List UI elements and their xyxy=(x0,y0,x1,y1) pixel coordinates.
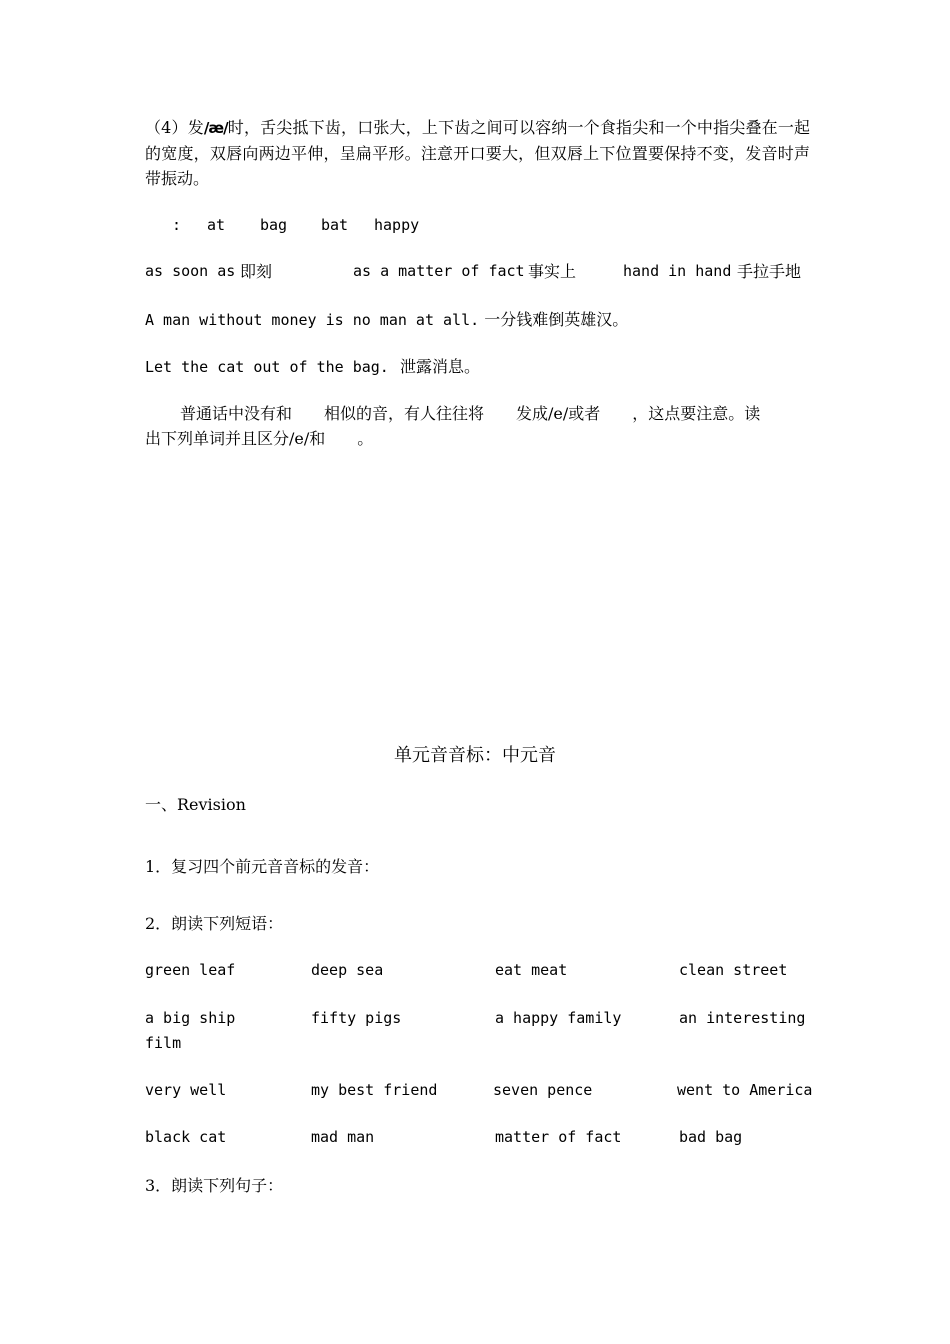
example-word: bat xyxy=(321,216,349,234)
phrase-cell: matter of fact xyxy=(495,1128,622,1146)
phrase-cell: went to America xyxy=(677,1081,813,1099)
para-body: 时，舌尖抵下齿，口张大，上下齿之间可以容纳一个食指尖和一个中指尖叠在一起的宽度，双唇向两边平伸，呈扁平形。注意开口要大，但双唇上下位置要保持不变，发音时声带振动。 xyxy=(145,118,810,188)
pronunciation-paragraph xyxy=(145,115,810,191)
phrase-cell: fifty pigs xyxy=(311,1009,402,1027)
idiom-en: hand in hand xyxy=(623,262,732,280)
idiom-zh: 事实上 xyxy=(528,262,577,281)
phrase-cell: seven pence xyxy=(493,1081,593,1099)
note-line: 出下列单词并且区分/e/和 。 xyxy=(145,429,374,448)
phrase-cell: eat meat xyxy=(495,961,568,979)
phrase-cell: clean street xyxy=(679,961,788,979)
proverb-line xyxy=(145,354,810,380)
revision-heading: 一、Revision xyxy=(145,795,246,814)
phrase-cell: black cat xyxy=(145,1128,227,1146)
list-item: 3．朗读下列句子： xyxy=(145,1176,284,1195)
list-item: 1．复习四个前元音音标的发音： xyxy=(145,857,380,876)
idiom-zh: 即刻 xyxy=(240,262,273,281)
phrase-cell: a big ship xyxy=(145,1009,236,1027)
phrase-cell: an interesting xyxy=(679,1009,806,1027)
proverb-en: Let the cat out of the bag. xyxy=(145,358,389,376)
example-colon: : xyxy=(172,216,182,234)
phrase-cell: green leaf xyxy=(145,961,236,979)
proverb-zh: 泄露消息。 xyxy=(399,357,480,376)
phrase-cell: my best friend xyxy=(311,1081,438,1099)
idiom-en: as a matter of fact xyxy=(353,262,525,280)
phrase-cell-wrap: film xyxy=(145,1034,182,1052)
phrase-cell: bad bag xyxy=(679,1128,743,1146)
proverb-en: A man without money is no man at all. xyxy=(145,311,480,329)
example-word: bag xyxy=(260,216,288,234)
phrase-cell: very well xyxy=(145,1081,227,1099)
idiom-en: as soon as xyxy=(145,262,236,280)
proverb-zh: 一分钱难倒英雄汉。 xyxy=(484,310,629,329)
section-title: 单元音音标：中元音 xyxy=(394,745,556,766)
idiom-zh: 手拉手地 xyxy=(737,262,802,281)
example-word: happy xyxy=(374,216,420,234)
proverb-line xyxy=(145,307,810,333)
ipa-symbol: /æ/ xyxy=(203,119,228,137)
list-item: 2．朗读下列短语： xyxy=(145,914,284,933)
phrase-cell: mad man xyxy=(311,1128,375,1146)
note-line: 普通话中没有和 相似的音，有人往往将 发成/e/或者 ，这点要注意。读 xyxy=(180,404,761,423)
para-prefix: （4）发 xyxy=(145,118,204,137)
phrase-cell: deep sea xyxy=(311,961,384,979)
phrase-cell: a happy family xyxy=(495,1009,622,1027)
example-word: at xyxy=(207,216,226,234)
